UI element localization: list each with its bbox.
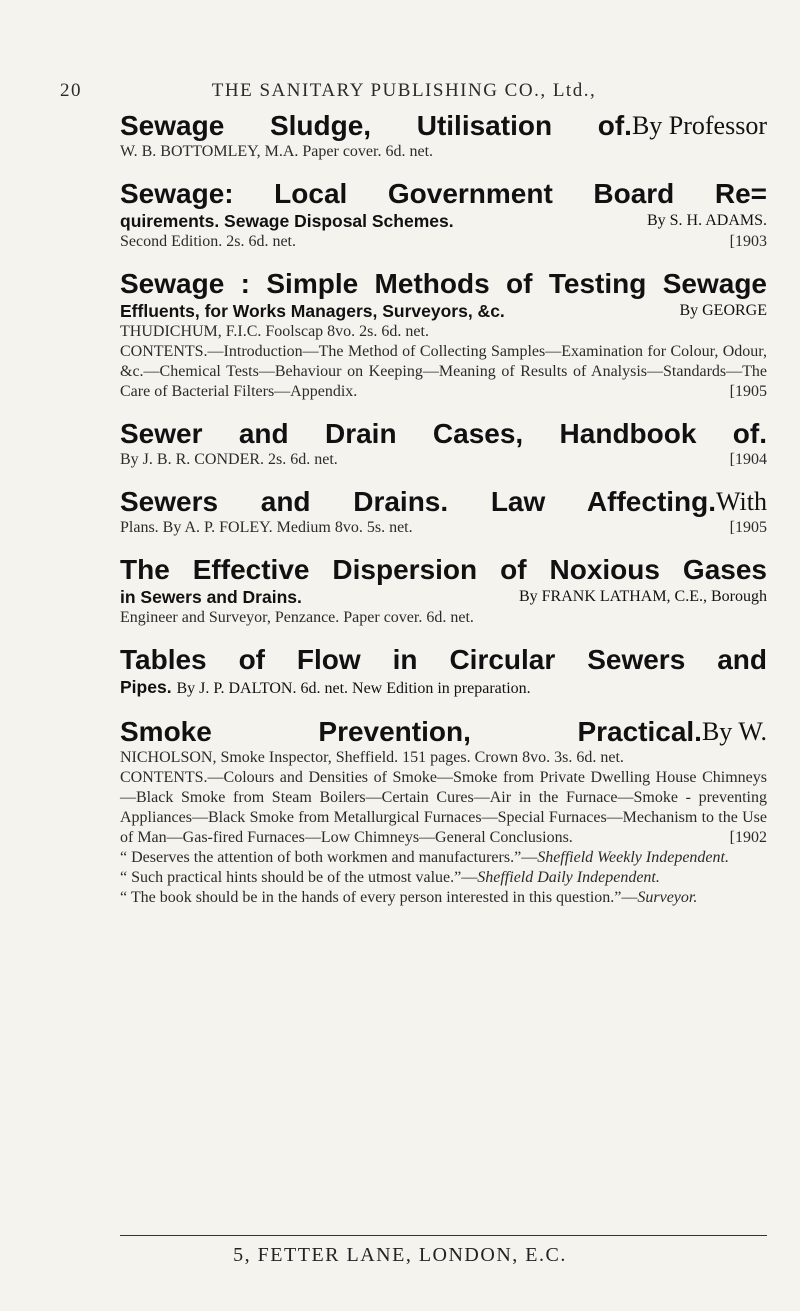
entry-heading: [120, 716, 767, 748]
catalogue-entry: [120, 716, 767, 908]
entry-year: [1903: [729, 233, 767, 250]
entry-title: Smoke Prevention, Practical.: [120, 716, 702, 747]
quote-source: Surveyor.: [637, 889, 698, 906]
entry-details: [120, 232, 767, 252]
entry-details: W. B. BOTTOMLEY, M.A. Paper cover. 6d. net.: [120, 143, 434, 160]
entry-details: NICHOLSON, Smoke Inspector, Sheffield. 151 pages. Crown 8vo. 3s. 6d. net.: [120, 749, 624, 766]
entry-contents-text: CONTENTS.—Colours and Densities of Smoke—Smoke from Private Dwelling House Chimneys—Black Smoke from Steam Boilers—Certain Cures—Air in the Furnace—Smoke - preventing Appliances—Black Smoke from Metallurgical Furnaces—Special Furnaces—Mechanism to the Use of Man—Gas-fired Furnaces—Low Chimneys—General Conclusions.: [120, 769, 767, 846]
review-quote: [120, 888, 767, 908]
entry-heading: [120, 486, 767, 518]
entry-price: By J. B. R. CONDER. 2s. 6d. net.: [120, 451, 338, 468]
entry-contents: [120, 342, 767, 402]
catalogue-entry: [120, 486, 767, 538]
entry-subheading: [120, 300, 767, 322]
entry-heading-tail: By W.: [701, 717, 767, 746]
page-number: 20: [60, 80, 82, 101]
catalogue-entry: [120, 178, 767, 252]
quote-text: “ Deserves the attention of both workmen and manufacturers.”—: [120, 849, 538, 866]
quote-source: Sheffield Daily Independent.: [477, 869, 660, 886]
entry-details: [120, 450, 767, 470]
publisher-address: 5, FETTER LANE, LONDON, E.C.: [233, 1244, 567, 1266]
entry-author: By FRANK LATHAM, C.E., Borough: [518, 588, 767, 605]
catalogue-entry: [120, 268, 767, 402]
entry-subtitle: in Sewers and Drains.: [120, 587, 302, 607]
entry-year: [1902: [729, 829, 767, 846]
quote-text: “ Such practical hints should be of the utmost value.”—: [120, 869, 478, 886]
entry-contents: [120, 768, 767, 848]
entry-author: By GEORGE: [679, 302, 767, 319]
entry-subtitle: Effluents, for Works Managers, Surveyors, &c.: [120, 301, 505, 321]
running-head: [60, 80, 748, 106]
quote-source: Sheffield Weekly Independent.: [537, 849, 729, 866]
entry-heading: Tables of Flow in Circular Sewers and: [120, 644, 767, 675]
review-quote: [120, 868, 767, 888]
entry-title: Sewers and Drains. Law Affecting.: [120, 486, 717, 517]
footer-rule: [120, 1235, 767, 1236]
entry-heading: The Effective Dispersion of Noxious Gases: [120, 554, 767, 585]
entry-title: Sewage Sludge, Utilisation of.: [120, 110, 632, 141]
running-head-title: THE SANITARY PUBLISHING CO., Ltd.,: [211, 80, 597, 101]
entry-author: By S. H. ADAMS.: [646, 212, 767, 229]
review-quote: [120, 848, 767, 868]
entry-author: By J. P. DALTON. 6d. net. New Edition in preparation.: [176, 680, 531, 697]
entry-subheading: [120, 676, 767, 700]
entry-heading: Sewage: Local Government Board Re=: [120, 178, 767, 209]
entry-subheading: [120, 210, 767, 232]
entry-heading: Sewer and Drain Cases, Handbook of.: [120, 418, 767, 449]
entry-details: Engineer and Surveyor, Penzance. Paper cover. 6d. net.: [120, 609, 474, 626]
entry-heading-tail: With: [716, 487, 767, 516]
entry-details: THUDICHUM, F.I.C. Foolscap 8vo. 2s. 6d. net.: [120, 323, 429, 340]
entry-subheading: [120, 586, 767, 608]
catalogue-entry: [120, 418, 767, 470]
catalogue-entry: [120, 110, 767, 162]
entry-heading-tail: By Professor: [631, 111, 767, 140]
entry-price: Second Edition. 2s. 6d. net.: [120, 233, 296, 250]
catalogue-entry: [120, 644, 767, 700]
entry-year: [1905: [729, 383, 767, 400]
catalogue-entry: [120, 554, 767, 628]
entry-heading: Sewage : Simple Methods of Testing Sewage: [120, 268, 767, 299]
entry-subtitle: Pipes.: [120, 677, 172, 697]
catalogue-entries: [120, 110, 767, 924]
entry-subtitle: quirements. Sewage Disposal Schemes.: [120, 211, 454, 231]
entry-price: Plans. By A. P. FOLEY. Medium 8vo. 5s. net.: [120, 519, 413, 536]
entry-year: [1905: [729, 519, 767, 536]
entry-year: [1904: [729, 451, 767, 468]
entry-details: [120, 518, 767, 538]
entry-heading: [120, 110, 767, 142]
entry-contents-text: CONTENTS.—Introduction—The Method of Collecting Samples—Examination for Colour, Odour, &c.—Chemical Tests—Behaviour on Keeping—Meaning of Results of Analysis—Standards—The Care of Bacterial Filters—Appendix.: [120, 343, 767, 400]
quote-text: “ The book should be in the hands of every person interested in this question.”—: [120, 889, 638, 906]
